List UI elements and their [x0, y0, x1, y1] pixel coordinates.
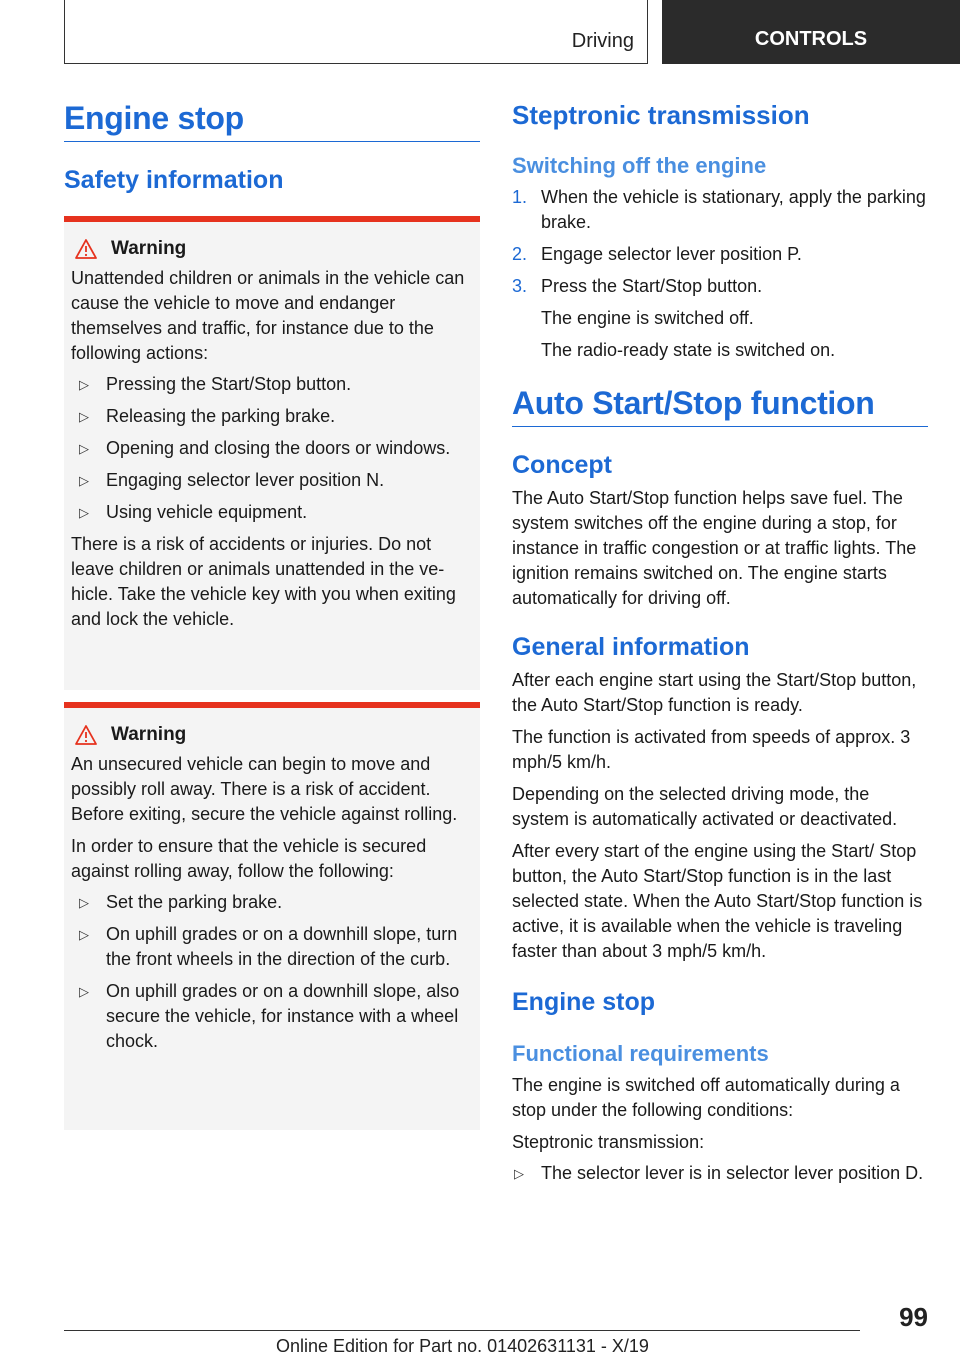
steptronic-heading: Steptronic transmission	[512, 100, 810, 130]
header-box	[64, 0, 648, 64]
general-heading: General information	[512, 633, 750, 661]
triangle-bullet-icon: ▷	[79, 409, 89, 424]
general-text: After every start of the engine using the Start/ Stop button, the Auto Start/Stop function is in the last selected state. When the Auto Start/Stop function is active, it is available when the vehicle is traveling faster than about 3 mph/5 km/h.	[512, 841, 923, 961]
warning-title	[71, 724, 473, 746]
footer-edition: Online Edition for Part no. 01402631131 - X/19	[276, 1336, 649, 1356]
warning-label: Warning	[111, 724, 187, 745]
list-item: ▷ Using vehicle equipment.	[71, 500, 473, 525]
warning-box-2	[64, 702, 480, 1130]
list-item: ▷ Set the parking brake.	[71, 890, 473, 915]
general-text: Depending on the selected driving mode, the system is automatically activated or deactivated.	[512, 784, 898, 829]
page-number: 99	[899, 1302, 928, 1332]
warning-text: In order to ensure that the vehicle is secured against rolling away, follow the following:	[71, 836, 427, 881]
list-item: 3. Press the Start/Stop button. The engine is switched off. The radio-ready state is switched on.	[512, 274, 928, 363]
list-item: ▷ Opening and closing the doors or windows.	[71, 436, 473, 461]
warning-text: Unattended children or animals in the vehicle can cause the vehicle to move and endanger themselves and traffic, for instance due to the following actions:	[71, 268, 465, 363]
list-item: 2. Engage selector lever position P.	[512, 244, 802, 264]
triangle-bullet-icon: ▷	[79, 984, 89, 999]
auto-title: Auto Start/Stop function	[512, 385, 875, 421]
steps-list	[512, 185, 928, 363]
footer-rule	[64, 1330, 860, 1331]
step-result: The radio-ready state is switched on.	[541, 340, 836, 360]
conditions-list	[512, 1161, 928, 1186]
warning-icon	[75, 725, 97, 745]
right-column	[512, 100, 928, 1193]
triangle-bullet-icon: ▷	[79, 473, 89, 488]
switching-off-heading: Switching off the engine	[512, 153, 767, 178]
general-text: After each engine start using the Start/Stop button, the Auto Start/Stop function is ready.	[512, 670, 917, 715]
functional-text: Steptronic transmission:	[512, 1132, 705, 1152]
functional-requirements-heading: Functional requirements	[512, 1041, 769, 1066]
warning-label: Warning	[111, 238, 187, 259]
list-item: ▷ On uphill grades or on a downhill slope, turn the front wheels in the direction of the curb.	[79, 924, 458, 969]
list-item: ▷ On uphill grades or on a downhill slope, also secure the vehicle, for instance with a wheel chock.	[79, 981, 460, 1051]
list-item: ▷ Pressing the Start/Stop button.	[71, 372, 473, 397]
title-block	[64, 100, 480, 142]
warning-icon	[75, 239, 97, 259]
list-item: ▷ Releasing the parking brake.	[71, 404, 473, 429]
triangle-bullet-icon: ▷	[79, 895, 89, 910]
left-column	[64, 100, 480, 1130]
list-item: ▷ The selector lever is in selector lever position D.	[512, 1161, 928, 1186]
warning-text: An unsecured vehicle can begin to move and possibly roll away. There is a risk of accident. Before exiting, secure the vehicle against rolling.	[71, 754, 458, 824]
triangle-bullet-icon: ▷	[514, 1166, 524, 1181]
header-tab: CONTROLS	[662, 0, 960, 64]
general-text: The function is activated from speeds of approx. 3 mph/5 km/h.	[512, 727, 911, 772]
warning-text: There is a risk of accidents or injuries. Do not leave children or animals unattended in the vehicle. Take the vehicle key with you when exiting and lock the vehicle.	[71, 534, 456, 629]
page-title: Engine stop	[64, 100, 244, 136]
safety-heading: Safety information	[64, 166, 284, 194]
warning-title	[71, 238, 473, 260]
engine-stop-heading: Engine stop	[512, 988, 656, 1016]
header-section: Driving	[571, 30, 634, 52]
functional-text: The engine is switched off automatically during a stop under the following conditions:	[512, 1075, 900, 1120]
warning-list	[71, 372, 473, 525]
concept-text: The Auto Start/Stop function helps save fuel. The system switches off the engine during a stop, for instance in traffic congestion or at traffic lights. The ignition remains switched on. The engine starts automatically for driving off.	[512, 488, 917, 608]
triangle-bullet-icon: ▷	[79, 505, 89, 520]
triangle-bullet-icon: ▷	[79, 377, 89, 392]
list-item: ▷ Engaging selector lever position N.	[71, 468, 473, 493]
step-result: The engine is switched off.	[541, 308, 754, 328]
triangle-bullet-icon: ▷	[79, 441, 89, 456]
auto-title-block	[512, 385, 928, 427]
concept-heading: Concept	[512, 451, 612, 479]
triangle-bullet-icon: ▷	[79, 927, 89, 942]
warning-box-1	[64, 216, 480, 690]
warning-list	[71, 890, 473, 1054]
list-item: 1. When the vehicle is stationary, apply the parking brake.	[512, 187, 926, 232]
